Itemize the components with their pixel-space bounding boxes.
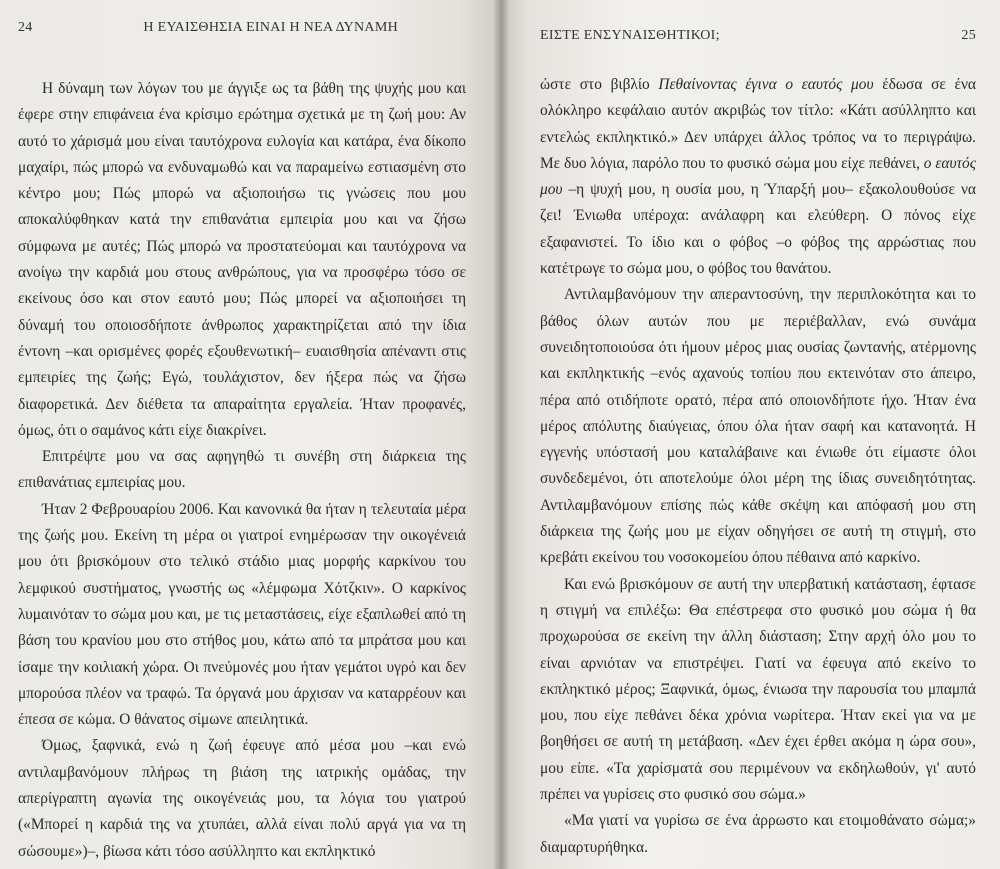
- left-page-header: [18, 20, 488, 60]
- right-running-head: ΕΙΣΤΕ ΕΝΣΥΝΑΙΣΘΗΤΙΚΟΙ;: [540, 28, 720, 43]
- left-running-head: Η ΕΥΑΙΣΘΗΣΙΑ ΕΙΝΑΙ Η ΝΕΑ ΔΥΝΑΜΗ: [143, 20, 398, 35]
- paragraph: «Μα γιατί να γυρίσω σε ένα άρρωστο και ετοιμοθάνατο σώμα;» διαμαρτυρήθηκα.: [540, 812, 976, 856]
- text-run: –η ψυχή μου, η ουσία μου, η Ύπαρξή μου– εξακολουθούσε να ζει! Ένιωθα υπέροχα: ανάλαφρη και ελεύθερη. Ο πόνος είχε εξαφανιστεί. Το ίδιο και ο φόβος –ο φόβος της αρρώστιας που κατέτρωγε το σώμα μου, ο φόβος του θανάτου.: [540, 181, 976, 278]
- book-title-italic: Πεθαίνοντας έγινα ο εαυτός μου: [658, 76, 874, 93]
- paragraph: [540, 72, 976, 282]
- paragraph: Αντιλαμβανόμουν την απεραντοσύνη, την περιπλοκότητα και το βάθος όλων αυτών που με περιέβαλλαν, ενώ συνάμα συνειδητοποιούσα ότι ήμουν μέρος μιας ουσίας ζωντανής, ατέρμονης και εκπληκτικής –ενός αχανούς τοπίου που εκτεινόταν στο άπειρο, πέρα από οτιδήποτε ορατό, πέρα από οποιονδήποτε ήχο. Ήταν ένα μέρος απόλυτης διαύγειας, όπου όλα ήταν σαφή και κατανοητά. Η εγγενής υπόστασή μου καταλάβαινε και ένιωθε ότι είμαστε όλοι συνδεδεμένοι, ότι αποτελούμε όλοι μέρη της ίδιας συνειδητότητας. Αντιλαμβανόμουν επίσης πώς κάθε σκέψη και απόφασή μου στη διάρκεια της ζωής μου με είχαν οδηγήσει σε αυτή τη στιγμή, στο κρεβάτι εκείνου του νοσοκομείου όπου πέθαινα από καρκίνο.: [540, 286, 976, 567]
- paragraph: Η δύναμη των λόγων του με άγγιξε ως τα βάθη της ψυχής μου και έφερε στην επιφάνεια ένα κρίσιμο ερώτημα σχετικά με τη ζωή μου: Αν αυτό το χάρισμά μου είναι ταυτόχρονα ευλογία και κατάρα, ένα δίκοπο μαχαίρι, πώς μπορώ να ενδυναμωθώ και να παραμείνω εστιασμένη στο κέντρο μου; Πώς μπορώ να αξιοποιήσω τις γνώσεις που μου αποκαλύφθηκαν κατά την επιθανάτια εμπειρία μου και να ζήσω σύμφωνα με αυτές; Πώς μπορώ να προστατεύομαι και ταυτόχρονα να ανοίγω την καρδιά μου στους ανθρώπους, για να προσφέρω τόσο σε εκείνους όσο και στον εαυτό μου; Πώς μπορεί να αξιοποιήσει τη δύναμή του οποιοσδήποτε άνθρωπος χαρακτηρίζεται από την ίδια έντονη –και ορισμένες φορές εξουθενωτική– ευαισθησία απέναντι στις εμπειρίες της ζωής; Εγώ, τουλάχιστον, δεν ήξερα πώς να ζήσω διαφορετικά. Δεν διέθετα τα απαραίτητα εργαλεία. Ήταν προφανές, όμως, ότι ο σαμάνος κάτι είχε διακρίνει.: [18, 80, 466, 439]
- right-page-header: [540, 28, 976, 68]
- paragraph: Επιτρέψτε μου να σας αφηγηθώ τι συνέβη στη διάρκεια της επιθανάτιας εμπειρίας μου.: [18, 448, 466, 492]
- paragraph: Όμως, ξαφνικά, ενώ η ζωή έφευγε από μέσα μου –και ενώ αντιλαμβανόμουν πλήρως τη βιάση της ιατρικής ομάδας, την απερίγραπτη αγωνία της οικογένειάς μου, τα λόγια του γιατρού («Μπορεί η καρδιά της να χτυπάει, αλλά είναι πολύ αργά για να τη σώσουμε»)–, βίωσα κάτι τόσο ασύλληπτο και εκπληκτικό: [18, 737, 466, 860]
- italic-phrase: ο εαυτός μου: [540, 154, 976, 199]
- paragraph: Ήταν 2 Φεβρουαρίου 2006. Και κανονικά θα ήταν η τελευταία μέρα της ζωής μου. Εκείνη τη μέρα οι γιατροί ενημέρωσαν την οικογένειά μου ότι βρισκόμουν στο τελικό στάδιο μιας μορφής καρκίνου του λεμφικού συστήματος, γνωστής ως «λέμφωμα Χότζκιν». Ο καρκίνος λυμαινόταν το σώμα μου και, με τις μεταστάσεις, είχε εξαπλωθεί από τη βάση του κρανίου μου στο στήθος μου, κάτω από τα μπράτσα μου και ίσαμε την κοιλιακή χώρα. Οι πνεύμονές μου ήταν γεμάτοι υγρό και δεν μπορούσα πλέον να τραφώ. Τα όργανά μου άρχισαν να καταρρέουν και έπεσα σε κώμα. Ο θάνατος σίμωνε απειλητικά.: [18, 500, 466, 729]
- text-run: έδωσα σε ένα ολόκληρο κεφάλαιο αυτόν ακριβώς τον τίτλο: «Κάτι ασύλληπτο και εντελώς εκπληκτικό.» Δεν υπάρχει άλλος τρόπος να το περιγράψω. Με δυο λόγια, παρόλο που το φυσικό σώμα μου είχε πεθάνει,: [540, 76, 976, 172]
- left-page-body: [18, 76, 488, 865]
- left-page-number: 24: [18, 20, 33, 35]
- right-page-number: 25: [961, 28, 976, 43]
- right-page: [500, 0, 1000, 869]
- right-page-body: [540, 72, 976, 861]
- text-run: ώστε στο βιβλίο: [540, 76, 659, 93]
- book-gutter-shadow: [494, 0, 508, 869]
- paragraph: Και ενώ βρισκόμουν σε αυτή την υπερβατική κατάσταση, έφτασε η στιγμή να επιλέξω: Θα επέστρεφα στο φυσικό μου σώμα ή θα προχωρούσα σε εκείνη την άλλη διάσταση; Στην αρχή όλο μου το είναι αρνιόταν να επιστρέψει. Γιατί να έφευγα από εκείνο το εκπληκτικό μέρος; Ξαφνικά, όμως, ένιωσα την παρουσία του μπαμπά μου, που είχε πεθάνει δέκα χρόνια νωρίτερα. Ήταν εκεί για να με βοηθήσει σε αυτή τη μετάβαση. «Δεν έχει έρθει ακόμα η ώρα σου», μου είπε. «Τα χαρίσματά σου περιμένουν να εκδηλωθούν, γι' αυτό πρέπει να γυρίσεις στο φυσικό σου σώμα.»: [540, 575, 976, 804]
